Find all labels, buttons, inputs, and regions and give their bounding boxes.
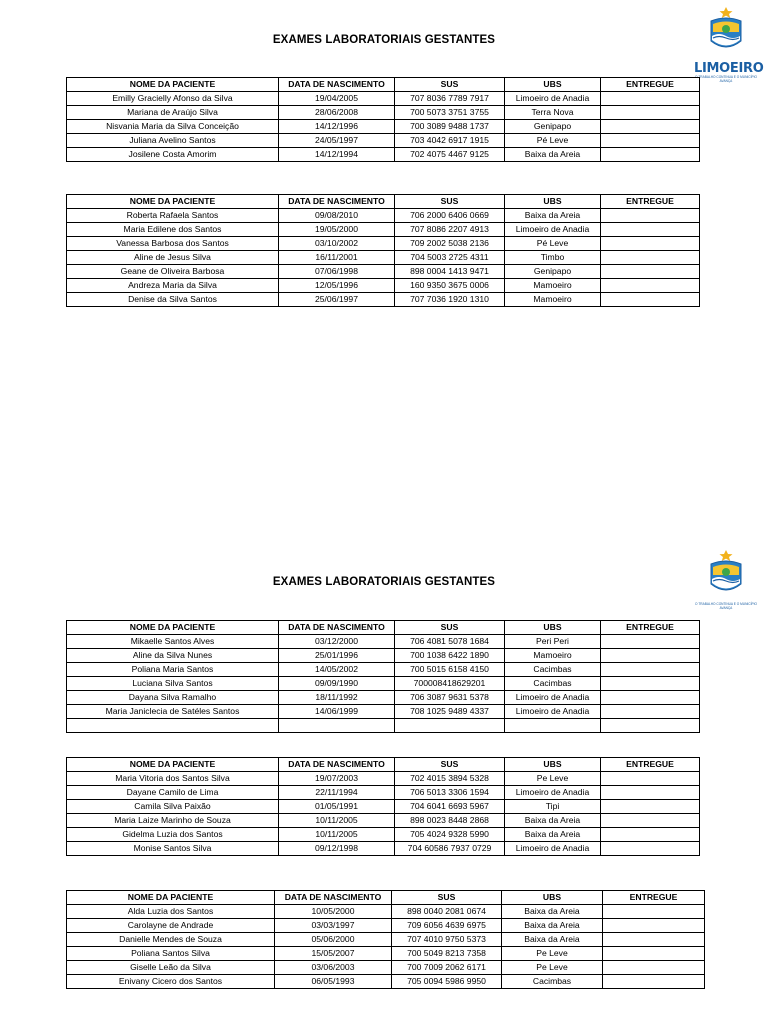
patient-name-cell: Vanessa Barbosa dos Santos — [67, 237, 279, 251]
sus-number-cell: 706 5013 3306 1594 — [395, 786, 505, 800]
table-row — [67, 705, 700, 719]
table-row — [67, 842, 700, 856]
patients-table — [66, 890, 705, 989]
patient-name-cell: Roberta Rafaela Santos — [67, 209, 279, 223]
birth-date-cell: 03/03/1997 — [275, 919, 392, 933]
sus-number-cell: 700 5073 3751 3755 — [395, 106, 505, 120]
table-row — [67, 635, 700, 649]
table-row — [67, 293, 700, 307]
patients-table — [66, 194, 700, 307]
header-ubs: UBS — [505, 78, 601, 92]
delivered-cell — [601, 719, 700, 733]
ubs-cell: Baixa da Areia — [505, 814, 601, 828]
patient-name-cell: Alda Luzia dos Santos — [67, 905, 275, 919]
birth-date-cell: 06/05/1993 — [275, 975, 392, 989]
table-row — [67, 663, 700, 677]
ubs-cell: Baixa da Areia — [502, 905, 603, 919]
table-header-row — [67, 891, 705, 905]
delivered-cell — [601, 134, 700, 148]
header-delivered: ENTREGUE — [601, 758, 700, 772]
sus-number-cell: 704 60586 7937 0729 — [395, 842, 505, 856]
header-birth-date: DATA DE NASCIMENTO — [279, 78, 395, 92]
delivered-cell — [601, 842, 700, 856]
ubs-cell: Limoeiro de Anadia — [505, 223, 601, 237]
patient-name-cell: Maria Laize Marinho de Souza — [67, 814, 279, 828]
birth-date-cell — [279, 719, 395, 733]
ubs-cell: Limoeiro de Anadia — [505, 786, 601, 800]
header-sus: SUS — [395, 758, 505, 772]
sus-number-cell: 700008418629201 — [395, 677, 505, 691]
birth-date-cell: 15/05/2007 — [275, 947, 392, 961]
ubs-cell: Mamoeiro — [505, 293, 601, 307]
header-sus: SUS — [395, 195, 505, 209]
ubs-cell: Terra Nova — [505, 106, 601, 120]
table-header-row — [67, 621, 700, 635]
sus-number-cell: 706 2000 6406 0669 — [395, 209, 505, 223]
ubs-cell: Baixa da Areia — [505, 148, 601, 162]
birth-date-cell: 16/11/2001 — [279, 251, 395, 265]
page-title: EXAMES LABORATORIAIS GESTANTES — [272, 34, 496, 46]
header-patient-name: NOME DA PACIENTE — [67, 891, 275, 905]
delivered-cell — [603, 933, 705, 947]
birth-date-cell: 05/06/2000 — [275, 933, 392, 947]
patients-table — [66, 757, 700, 856]
logo-tagline: O TRABALHO CONTINUA E O MUNICÍPIO AVANÇA — [695, 602, 757, 610]
delivered-cell — [603, 905, 705, 919]
table-row — [67, 961, 705, 975]
birth-date-cell: 10/11/2005 — [279, 814, 395, 828]
sus-number-cell: 700 7009 2062 6171 — [392, 961, 502, 975]
patient-name-cell: Andreza Maria da Silva — [67, 279, 279, 293]
ubs-cell: Cacimbas — [505, 677, 601, 691]
sus-number-cell: 709 2002 5038 2136 — [395, 237, 505, 251]
sus-number-cell: 898 0040 2081 0674 — [392, 905, 502, 919]
header-ubs: UBS — [505, 621, 601, 635]
patient-name-cell: Aline de Jesus Silva — [67, 251, 279, 265]
patient-name-cell: Monise Santos Silva — [67, 842, 279, 856]
ubs-cell: Peri Peri — [505, 635, 601, 649]
table-row — [67, 92, 700, 106]
header-patient-name: NOME DA PACIENTE — [67, 621, 279, 635]
birth-date-cell: 03/12/2000 — [279, 635, 395, 649]
ubs-cell: Timbo — [505, 251, 601, 265]
delivered-cell — [601, 800, 700, 814]
header-patient-name: NOME DA PACIENTE — [67, 758, 279, 772]
birth-date-cell: 09/12/1998 — [279, 842, 395, 856]
sus-number-cell: 702 4075 4467 9125 — [395, 148, 505, 162]
patient-name-cell: Mikaelle Santos Alves — [67, 635, 279, 649]
delivered-cell — [601, 237, 700, 251]
delivered-cell — [601, 786, 700, 800]
table-row — [67, 947, 705, 961]
delivered-cell — [601, 828, 700, 842]
sus-number-cell: 704 6041 6693 5967 — [395, 800, 505, 814]
birth-date-cell: 19/05/2000 — [279, 223, 395, 237]
table-row — [67, 719, 700, 733]
header-delivered: ENTREGUE — [603, 891, 705, 905]
sus-number-cell: 702 4015 3894 5328 — [395, 772, 505, 786]
table-row — [67, 772, 700, 786]
patient-name-cell: Maria Edilene dos Santos — [67, 223, 279, 237]
patient-name-cell: Carolayne de Andrade — [67, 919, 275, 933]
sus-number-cell: 707 4010 9750 5373 — [392, 933, 502, 947]
table-row — [67, 800, 700, 814]
patient-name-cell: Juliana Avelino Santos — [67, 134, 279, 148]
birth-date-cell: 25/06/1997 — [279, 293, 395, 307]
patient-name-cell: Dayane Camilo de Lima — [67, 786, 279, 800]
ubs-cell: Genipapo — [505, 120, 601, 134]
birth-date-cell: 18/11/1992 — [279, 691, 395, 705]
table-header-row — [67, 195, 700, 209]
table-row — [67, 691, 700, 705]
birth-date-cell: 10/05/2000 — [275, 905, 392, 919]
header-sus: SUS — [395, 78, 505, 92]
sus-number-cell: 898 0023 8448 2868 — [395, 814, 505, 828]
patient-name-cell: Maria Janiclecia de Satéles Santos — [67, 705, 279, 719]
sus-number-cell — [395, 719, 505, 733]
delivered-cell — [601, 649, 700, 663]
table-row — [67, 148, 700, 162]
patient-name-cell: Emilly Gracielly Afonso da Silva — [67, 92, 279, 106]
patient-name-cell: Maria Vitoria dos Santos Silva — [67, 772, 279, 786]
ubs-cell: Pé Leve — [505, 237, 601, 251]
limoeiro-crest-icon — [694, 550, 758, 598]
table-row — [67, 120, 700, 134]
delivered-cell — [603, 919, 705, 933]
ubs-cell: Mamoeiro — [505, 649, 601, 663]
ubs-cell: Baixa da Areia — [505, 209, 601, 223]
table-row — [67, 828, 700, 842]
delivered-cell — [601, 677, 700, 691]
birth-date-cell: 14/12/1996 — [279, 120, 395, 134]
ubs-cell: Pe Leve — [502, 947, 603, 961]
birth-date-cell: 03/10/2002 — [279, 237, 395, 251]
birth-date-cell: 12/05/1996 — [279, 279, 395, 293]
header-patient-name: NOME DA PACIENTE — [67, 195, 279, 209]
ubs-cell: Pe Leve — [505, 772, 601, 786]
delivered-cell — [601, 92, 700, 106]
sus-number-cell: 707 8086 2207 4913 — [395, 223, 505, 237]
ubs-cell — [505, 719, 601, 733]
header-sus: SUS — [392, 891, 502, 905]
ubs-cell: Limoeiro de Anadia — [505, 705, 601, 719]
delivered-cell — [601, 705, 700, 719]
table-row — [67, 251, 700, 265]
delivered-cell — [601, 120, 700, 134]
ubs-cell: Baixa da Areia — [502, 933, 603, 947]
patient-name-cell: Dayana Silva Ramalho — [67, 691, 279, 705]
page-title: EXAMES LABORATORIAIS GESTANTES — [272, 576, 496, 588]
header-delivered: ENTREGUE — [601, 78, 700, 92]
patient-name-cell: Luciana Silva Santos — [67, 677, 279, 691]
sus-number-cell: 706 4081 5078 1684 — [395, 635, 505, 649]
patient-name-cell: Giselle Leão da Silva — [67, 961, 275, 975]
ubs-cell: Cacimbas — [502, 975, 603, 989]
ubs-cell: Baixa da Areia — [502, 919, 603, 933]
sus-number-cell: 708 1025 9489 4337 — [395, 705, 505, 719]
header-birth-date: DATA DE NASCIMENTO — [275, 891, 392, 905]
ubs-cell: Baixa da Areia — [505, 828, 601, 842]
patient-name-cell: Camila Silva Paixão — [67, 800, 279, 814]
delivered-cell — [603, 961, 705, 975]
ubs-cell: Limoeiro de Anadia — [505, 842, 601, 856]
ubs-cell: Cacimbas — [505, 663, 601, 677]
header-delivered: ENTREGUE — [601, 195, 700, 209]
sus-number-cell: 709 6056 4639 6975 — [392, 919, 502, 933]
table-row — [67, 106, 700, 120]
patient-name-cell: Geane de Oliveira Barbosa — [67, 265, 279, 279]
sus-number-cell: 703 4042 6917 1915 — [395, 134, 505, 148]
birth-date-cell: 03/06/2003 — [275, 961, 392, 975]
table-header-row — [67, 78, 700, 92]
birth-date-cell: 19/04/2005 — [279, 92, 395, 106]
birth-date-cell: 22/11/1994 — [279, 786, 395, 800]
logo-name: LIMOEIRO — [694, 61, 764, 76]
header-delivered: ENTREGUE — [601, 621, 700, 635]
sus-number-cell: 705 4024 9328 5990 — [395, 828, 505, 842]
delivered-cell — [601, 209, 700, 223]
patient-name-cell: Gidelma Luzia dos Santos — [67, 828, 279, 842]
table-row — [67, 223, 700, 237]
delivered-cell — [601, 223, 700, 237]
birth-date-cell: 14/12/1994 — [279, 148, 395, 162]
patient-name-cell — [67, 719, 279, 733]
birth-date-cell: 09/08/2010 — [279, 209, 395, 223]
delivered-cell — [601, 293, 700, 307]
table-row — [67, 279, 700, 293]
header-birth-date: DATA DE NASCIMENTO — [279, 621, 395, 635]
patient-name-cell: Enivany Cicero dos Santos — [67, 975, 275, 989]
table-row — [67, 905, 705, 919]
sus-number-cell: 160 9350 3675 0006 — [395, 279, 505, 293]
sus-number-cell: 700 1038 6422 1890 — [395, 649, 505, 663]
delivered-cell — [603, 947, 705, 961]
table-row — [67, 209, 700, 223]
sus-number-cell: 707 7036 1920 1310 — [395, 293, 505, 307]
table-row — [67, 919, 705, 933]
birth-date-cell: 10/11/2005 — [279, 828, 395, 842]
birth-date-cell: 24/05/1997 — [279, 134, 395, 148]
header-birth-date: DATA DE NASCIMENTO — [279, 195, 395, 209]
birth-date-cell: 14/06/1999 — [279, 705, 395, 719]
sus-number-cell: 700 5015 6158 4150 — [395, 663, 505, 677]
birth-date-cell: 09/09/1990 — [279, 677, 395, 691]
birth-date-cell: 14/05/2002 — [279, 663, 395, 677]
limoeiro-crest-icon — [694, 7, 758, 55]
patient-name-cell: Nisvania Maria da Silva Conceição — [67, 120, 279, 134]
table-row — [67, 677, 700, 691]
logo-tagline: O TRABALHO CONTINUA E O MUNICÍPIO AVANÇA — [695, 75, 757, 83]
birth-date-cell: 01/05/1991 — [279, 800, 395, 814]
table-row — [67, 134, 700, 148]
header-ubs: UBS — [502, 891, 603, 905]
sus-number-cell: 700 3089 9488 1737 — [395, 120, 505, 134]
patient-name-cell: Mariana de Araújo Silva — [67, 106, 279, 120]
patient-name-cell: Denise da Silva Santos — [67, 293, 279, 307]
ubs-cell: Limoeiro de Anadia — [505, 691, 601, 705]
delivered-cell — [601, 279, 700, 293]
patient-name-cell: Poliana Maria Santos — [67, 663, 279, 677]
patient-name-cell: Poliana Santos Silva — [67, 947, 275, 961]
delivered-cell — [601, 814, 700, 828]
ubs-cell: Limoeiro de Anadia — [505, 92, 601, 106]
table-header-row — [67, 758, 700, 772]
prefeitura-logo — [694, 550, 758, 610]
ubs-cell: Pé Leve — [505, 134, 601, 148]
delivered-cell — [601, 635, 700, 649]
ubs-cell: Mamoeiro — [505, 279, 601, 293]
birth-date-cell: 07/06/1998 — [279, 265, 395, 279]
delivered-cell — [601, 106, 700, 120]
delivered-cell — [601, 772, 700, 786]
delivered-cell — [603, 975, 705, 989]
patient-name-cell: Josilene Costa Amorim — [67, 148, 279, 162]
birth-date-cell: 28/06/2008 — [279, 106, 395, 120]
ubs-cell: Genipapo — [505, 265, 601, 279]
patients-table — [66, 620, 700, 733]
header-patient-name: NOME DA PACIENTE — [67, 78, 279, 92]
sus-number-cell: 707 8036 7789 7917 — [395, 92, 505, 106]
patients-table — [66, 77, 700, 162]
sus-number-cell: 700 5049 8213 7358 — [392, 947, 502, 961]
prefeitura-logo — [694, 7, 764, 83]
delivered-cell — [601, 251, 700, 265]
sus-number-cell: 898 0004 1413 9471 — [395, 265, 505, 279]
table-row — [67, 265, 700, 279]
patient-name-cell: Aline da Silva Nunes — [67, 649, 279, 663]
table-row — [67, 933, 705, 947]
delivered-cell — [601, 265, 700, 279]
table-row — [67, 814, 700, 828]
ubs-cell: Tipi — [505, 800, 601, 814]
table-row — [67, 237, 700, 251]
header-ubs: UBS — [505, 758, 601, 772]
table-row — [67, 786, 700, 800]
ubs-cell: Pe Leve — [502, 961, 603, 975]
header-ubs: UBS — [505, 195, 601, 209]
delivered-cell — [601, 663, 700, 677]
sus-number-cell: 705 0094 5986 9950 — [392, 975, 502, 989]
delivered-cell — [601, 691, 700, 705]
header-sus: SUS — [395, 621, 505, 635]
table-row — [67, 975, 705, 989]
header-birth-date: DATA DE NASCIMENTO — [279, 758, 395, 772]
sus-number-cell: 704 5003 2725 4311 — [395, 251, 505, 265]
birth-date-cell: 25/01/1996 — [279, 649, 395, 663]
delivered-cell — [601, 148, 700, 162]
birth-date-cell: 19/07/2003 — [279, 772, 395, 786]
sus-number-cell: 706 3087 9631 5378 — [395, 691, 505, 705]
table-row — [67, 649, 700, 663]
patient-name-cell: Danielle Mendes de Souza — [67, 933, 275, 947]
